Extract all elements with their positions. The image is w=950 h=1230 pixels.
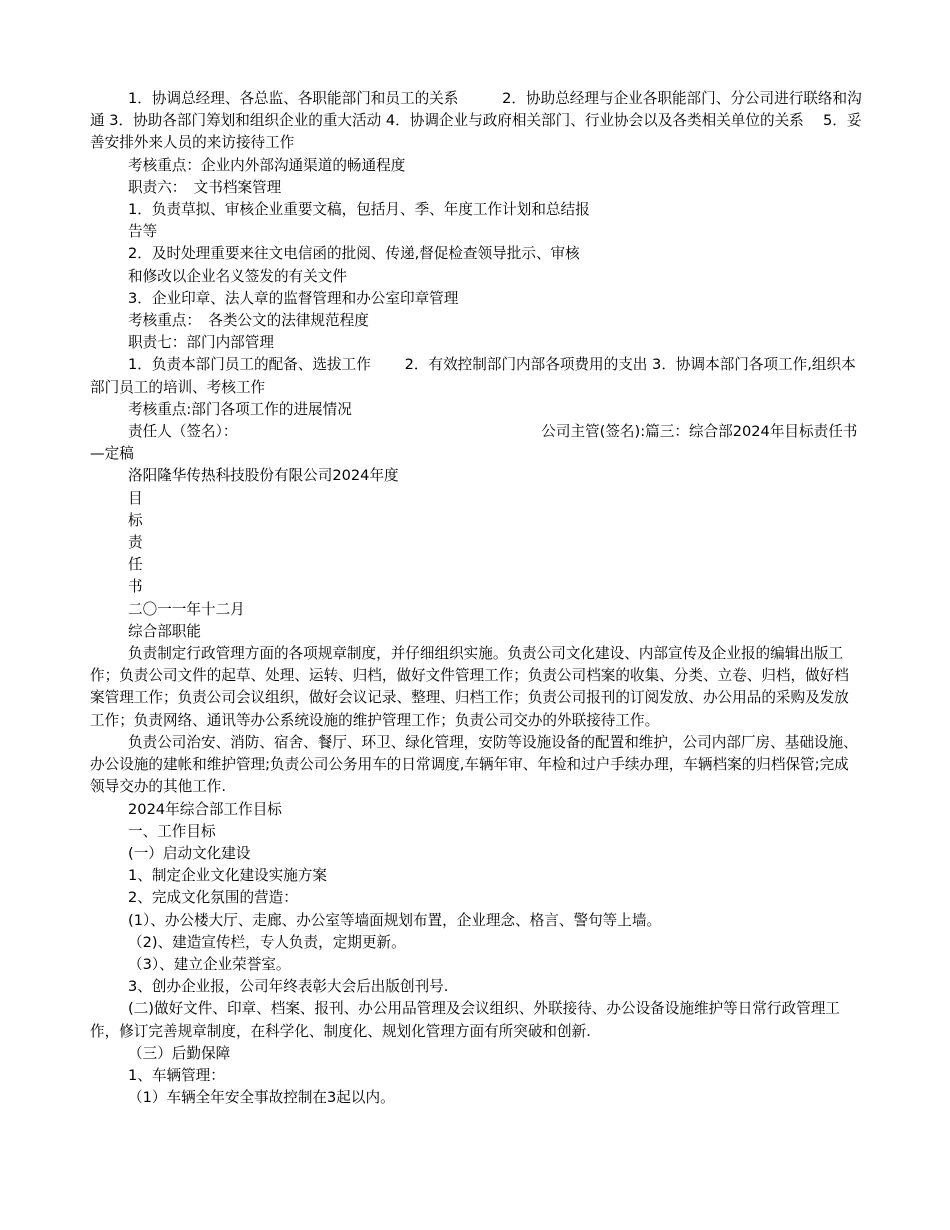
- title-char: 书: [128, 578, 143, 596]
- paragraph-internal-management: 1．负责本部门员工的配备、选拔工作 2．有效控制部门内部各项费用的支出 3．协调本部门各项工作,组织本部门员工的培训、考核工作: [90, 356, 856, 396]
- document-date: 二〇一一年十二月: [128, 600, 245, 618]
- section-heading: 2024年综合部工作目标: [128, 800, 282, 818]
- title-char: 责: [128, 534, 143, 552]
- paragraph-logistics: 负责公司治安、消防、宿舍、餐厅、环卫、绿化管理，安防等设施设备的配置和维护，公司内部厂房、基础设施、办公设施的建帐和维护管理;负责公司公务用车的日常调度,车辆年审、年检和过户手续办理，车辆档案的归档保管;完成领导交办的其他工作.: [90, 733, 858, 796]
- title-char: 目: [128, 489, 143, 507]
- assessment-point: 考核重点： 各类公文的法律规范程度: [128, 312, 369, 330]
- paragraph-daily-admin: (二)做好文件、印章、档案、报刊、办公用品管理及会议组织、外联接待、办公设备设施维护等日常行政管理工作，修订完善规章制度，在科学化、制度化、规划化管理方面有所突破和创新.: [90, 1000, 840, 1040]
- paragraph-functions: 负责制定行政管理方面的各项规章制度，并仔细组织实施。负责公司文化建设、内部宣传及企业报的编辑出版工作；负责公司文件的起草、处理、运转、归档，做好文件管理工作；负责公司档案的收集、分类、立卷、归档，做好档案管理工作；负责公司会议组织，做好会议记录、整理、归档工作；负责公司报刊的订阅发放、办公用品的采购及发放工作；负责网络、通讯等办公系统设施的维护管理工作；负责公司交办的外联接待工作。: [90, 645, 849, 729]
- list-item: (1）、办公楼大厅、走廊、办公室等墙面规划布置，企业理念、格言、警句等上墙。: [128, 911, 662, 929]
- title-char: 任: [128, 556, 143, 574]
- document-body: [90, 88, 862, 1109]
- subsection-heading: （三）后勤保障: [128, 1044, 231, 1062]
- section-heading: 综合部职能: [128, 622, 201, 640]
- list-item: 1、制定企业文化建设实施方案: [128, 867, 328, 885]
- list-item: （2)、建造宣传栏，专人负责，定期更新。: [128, 933, 406, 951]
- company-title: 洛阳隆华传热科技股份有限公司2024年度: [128, 467, 399, 485]
- list-item: （1）车辆全年安全事故控制在3起以内。: [128, 1089, 395, 1107]
- duty-item: 2．及时处理重要来往文电信函的批阅、传递,督促检查领导批示、审核: [128, 245, 580, 263]
- list-item: （3）、建立企业荣誉室。: [128, 955, 291, 973]
- duty-item-continuation: 告等: [128, 223, 158, 241]
- list-item: 2、完成文化氛围的营造：: [128, 889, 298, 907]
- assessment-point: 考核重点:部门各项工作的进展情况: [128, 400, 352, 418]
- signature-line: 责任人（签名）： 公司主管(签名):篇三：综合部2024年目标责任书—定稿: [90, 423, 858, 463]
- duty-item-continuation: 和修改以企业名义签发的有关文件: [128, 267, 347, 285]
- duty-heading: 职责七：部门内部管理: [128, 334, 274, 352]
- duty-item: 1．负责草拟、审核企业重要文稿，包括月、季、年度工作计划和总结报: [128, 201, 590, 219]
- title-char: 标: [128, 511, 143, 529]
- duty-item: 3．企业印章、法人章的监督管理和办公室印章管理: [128, 289, 459, 307]
- section-heading: 一、工作目标: [128, 822, 216, 840]
- list-item: 1、车辆管理：: [128, 1066, 225, 1084]
- duty-heading: 职责六： 文书档案管理: [128, 178, 282, 196]
- paragraph-coordination-duties: 1．协调总经理、各总监、各职能部门和员工的关系 2．协助总经理与企业各职能部门、分公司进行联络和沟通 3．协助各部门筹划和组织企业的重大活动 4．协调企业与政府相关部门、行业协会以及各类相关单位的关系 5．妥善安排外来人员的来访接待工作: [90, 90, 862, 152]
- subsection-heading: (一）启动文化建设: [128, 844, 251, 862]
- assessment-point: 考核重点：企业内外部沟通渠道的畅通程度: [128, 156, 406, 174]
- list-item: 3、创办企业报，公司年终表彰大会后出版创刊号.: [128, 978, 449, 996]
